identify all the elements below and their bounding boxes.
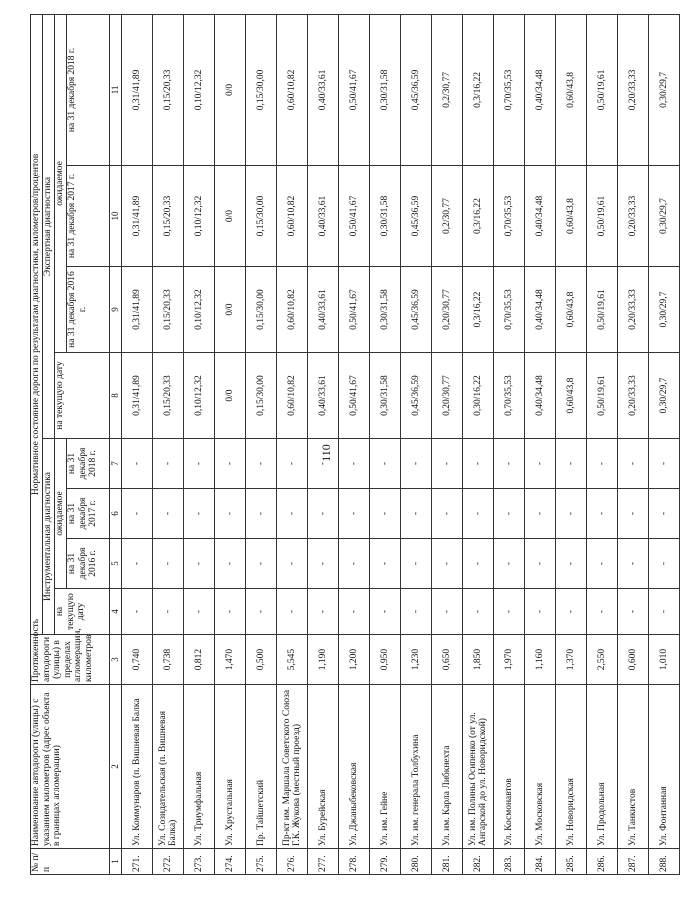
road-name: Пр-кт им. Маршала Советского Союза Г.К. Жукова (местный проезд) [277, 685, 308, 849]
instr-2018: - [401, 439, 432, 489]
road-name: Пр. Тайшетский [246, 685, 277, 849]
instr-2018: - [463, 439, 494, 489]
header-exp-2016: на 31 декабря 2016 г. [67, 267, 110, 353]
road-length: 1,850 [463, 635, 494, 685]
table-row [370, 14, 401, 874]
instr-2017: - [122, 489, 153, 539]
header-no: № п/п [31, 849, 110, 875]
table-row [339, 14, 370, 874]
instr-2016: - [370, 539, 401, 589]
instr-current: - [463, 589, 494, 635]
instr-2016: - [432, 539, 463, 589]
table-row [277, 14, 308, 874]
exp-current: 0/0 [215, 353, 246, 439]
exp-2018: 0,70/35,53 [494, 14, 525, 165]
instr-2016: - [649, 539, 680, 589]
instr-2017: - [494, 489, 525, 539]
exp-2016: 0,15/20,33 [153, 267, 184, 353]
row-number: 281. [432, 849, 463, 875]
row-number: 279. [370, 849, 401, 875]
road-name: Ул. Космонавтов [494, 685, 525, 849]
instr-2016: - [401, 539, 432, 589]
exp-current: 0,60/10,82 [277, 353, 308, 439]
exp-2016: 0,31/41,89 [122, 267, 153, 353]
road-name: Ул. им. генерала Толбухина [401, 685, 432, 849]
instr-2018: - [308, 439, 339, 489]
exp-2018: 0,30/31,58 [370, 14, 401, 165]
column-number: 7 [110, 439, 122, 489]
exp-2017: 0,60/43,8 [556, 166, 587, 267]
instr-2017: - [308, 489, 339, 539]
road-length: 0,740 [122, 635, 153, 685]
instr-current: - [153, 589, 184, 635]
table-row [153, 14, 184, 874]
row-number: 274. [215, 849, 246, 875]
header-instrumental: Инструментальная диагностика [43, 439, 55, 635]
exp-current: 0,40/33,61 [308, 353, 339, 439]
exp-current: 0,40/34,48 [525, 353, 556, 439]
column-number: 3 [110, 635, 122, 685]
instr-current: - [494, 589, 525, 635]
instr-2017: - [339, 489, 370, 539]
instr-current: - [215, 589, 246, 635]
instr-2016: - [184, 539, 215, 589]
road-length: 1,010 [649, 635, 680, 685]
exp-2016: 0,20/33,33 [618, 267, 649, 353]
road-length: 5,545 [277, 635, 308, 685]
table-header [31, 14, 122, 874]
instr-2016: - [463, 539, 494, 589]
instr-2016: - [153, 539, 184, 589]
column-number: 11 [110, 14, 122, 165]
instr-2017: - [246, 489, 277, 539]
exp-2018: 0,15/30,00 [246, 14, 277, 165]
row-number: 273. [184, 849, 215, 875]
table-row [246, 14, 277, 874]
instr-2018: - [184, 439, 215, 489]
road-length: 1,200 [339, 635, 370, 685]
exp-2018: 0,30/29,7 [649, 14, 680, 165]
table-row [401, 14, 432, 874]
row-number: 271. [122, 849, 153, 875]
road-name: Ул. им. Карла Либкнехта [432, 685, 463, 849]
instr-2017: - [618, 489, 649, 539]
row-number: 277. [308, 849, 339, 875]
column-number: 10 [110, 166, 122, 267]
row-number: 278. [339, 849, 370, 875]
exp-2016: 0,10/12,32 [184, 267, 215, 353]
column-number: 6 [110, 489, 122, 539]
exp-2017: 0/0 [215, 166, 246, 267]
instr-2017: - [401, 489, 432, 539]
exp-2018: 0,10/12,32 [184, 14, 215, 165]
exp-2017: 0,40/34,48 [525, 166, 556, 267]
exp-2017: 0,45/36,59 [401, 166, 432, 267]
header-exp-2018: на 31 декабря 2018 г. [67, 14, 110, 165]
column-number: 9 [110, 267, 122, 353]
instr-2018: - [525, 439, 556, 489]
exp-2017: 0,50/19,61 [587, 166, 618, 267]
exp-2016: 0,15/30,00 [246, 267, 277, 353]
exp-2018: 0,50/41,67 [339, 14, 370, 165]
exp-2016: 0,30/29,7 [649, 267, 680, 353]
column-number: 2 [110, 685, 122, 849]
road-name: Ул. Бурейская [308, 685, 339, 849]
instr-current: - [122, 589, 153, 635]
exp-2017: 0,50/41,67 [339, 166, 370, 267]
exp-2016: 0,45/36,59 [401, 267, 432, 353]
road-name: Ул. Триумфальная [184, 685, 215, 849]
exp-2018: 0,3/16,22 [463, 14, 494, 165]
road-length: 0,650 [432, 635, 463, 685]
row-number: 272. [153, 849, 184, 875]
exp-current: 0,30/16,22 [463, 353, 494, 439]
instr-current: - [277, 589, 308, 635]
road-name: Ул. им. Полины Осипенко (от ул. Ангарской до ул. Новоридской) [463, 685, 494, 849]
exp-2018: 0,40/33,61 [308, 14, 339, 165]
instr-2017: - [215, 489, 246, 539]
row-number: 288. [649, 849, 680, 875]
row-number: 285. [556, 849, 587, 875]
exp-2016: 0,50/19,61 [587, 267, 618, 353]
exp-current: 0,50/41,67 [339, 353, 370, 439]
exp-2016: 0,70/35,53 [494, 267, 525, 353]
exp-2016: 0,30/31,58 [370, 267, 401, 353]
table-row [432, 14, 463, 874]
exp-2016: 0/0 [215, 267, 246, 353]
road-condition-table [30, 14, 680, 875]
instr-2018: - [494, 439, 525, 489]
table-row [463, 14, 494, 874]
column-number-row [110, 14, 122, 874]
table-row [649, 14, 680, 874]
instr-current: - [525, 589, 556, 635]
column-number: 8 [110, 353, 122, 439]
row-number: 275. [246, 849, 277, 875]
instr-2018: - [339, 439, 370, 489]
instr-current: - [246, 589, 277, 635]
row-number: 287. [618, 849, 649, 875]
road-length: 1,970 [494, 635, 525, 685]
road-name: Ул. Хрустальная [215, 685, 246, 849]
exp-2017: 0,15/30,00 [246, 166, 277, 267]
instr-2018: - [246, 439, 277, 489]
exp-2017: 0,20/33,33 [618, 166, 649, 267]
instr-2018: - [215, 439, 246, 489]
exp-current: 0,15/20,33 [153, 353, 184, 439]
exp-2018: 0,20/33,33 [618, 14, 649, 165]
exp-2018: 0,2/30,77 [432, 14, 463, 165]
table-row [215, 14, 246, 874]
exp-2017: 0,60/10,82 [277, 166, 308, 267]
instr-current: - [649, 589, 680, 635]
exp-current: 0,30/31,58 [370, 353, 401, 439]
instr-2018: - [432, 439, 463, 489]
instr-2017: - [525, 489, 556, 539]
row-number: 283. [494, 849, 525, 875]
table-row [556, 14, 587, 874]
exp-2017: 0,3/16,22 [463, 166, 494, 267]
road-name: Ул. им. Гейне [370, 685, 401, 849]
exp-current: 0,45/36,59 [401, 353, 432, 439]
instr-current: - [308, 589, 339, 635]
exp-current: 0,50/19,61 [587, 353, 618, 439]
row-number: 276. [277, 849, 308, 875]
road-length: 2,550 [587, 635, 618, 685]
page-number: 110 [319, 444, 333, 462]
exp-current: 0,70/35,53 [494, 353, 525, 439]
instr-current: - [618, 589, 649, 635]
instr-2018: - [122, 439, 153, 489]
road-length: 0,600 [618, 635, 649, 685]
instr-2016: - [215, 539, 246, 589]
exp-2016: 0,60/10,82 [277, 267, 308, 353]
instr-2016: - [122, 539, 153, 589]
instr-2018: - [649, 439, 680, 489]
table-row [587, 14, 618, 874]
instr-current: - [556, 589, 587, 635]
exp-2018: 0,50/19,61 [587, 14, 618, 165]
exp-2017: 0,30/29,7 [649, 166, 680, 267]
exp-current: 0,10/12,32 [184, 353, 215, 439]
exp-current: 0,30/29,7 [649, 353, 680, 439]
road-length: 0,950 [370, 635, 401, 685]
exp-2018: 0/0 [215, 14, 246, 165]
header-length: Протяженность автодороги (улицы) в пределах агломерации, километров [31, 635, 110, 685]
exp-2017: 0,70/35,53 [494, 166, 525, 267]
exp-2017: 0,31/41,89 [122, 166, 153, 267]
table-row [618, 14, 649, 874]
road-name: Ул. Коммунаров (п. Вишневая Балка [122, 685, 153, 849]
row-number: 286. [587, 849, 618, 875]
exp-2016: 0,3/16,22 [463, 267, 494, 353]
instr-current: - [339, 589, 370, 635]
exp-current: 0,15/30,00 [246, 353, 277, 439]
instr-2017: - [153, 489, 184, 539]
road-name: Ул. Новоридская [556, 685, 587, 849]
instr-2017: - [587, 489, 618, 539]
instr-2018: - [153, 439, 184, 489]
row-number: 282. [463, 849, 494, 875]
instr-2018: - [277, 439, 308, 489]
instr-current: - [587, 589, 618, 635]
header-exp-2017: на 31 декабря 2017 г. [67, 166, 110, 267]
instr-2018: - [556, 439, 587, 489]
instr-2016: - [556, 539, 587, 589]
exp-2018: 0,60/10,82 [277, 14, 308, 165]
exp-2016: 0,20/30,77 [432, 267, 463, 353]
exp-2018: 0,45/36,59 [401, 14, 432, 165]
instr-2018: - [370, 439, 401, 489]
road-name: Ул. Московская [525, 685, 556, 849]
instr-2016: - [587, 539, 618, 589]
exp-current: 0,31/41,89 [122, 353, 153, 439]
table-row [122, 14, 153, 874]
exp-current: 0,20/30,77 [432, 353, 463, 439]
instr-2018: - [587, 439, 618, 489]
instr-2017: - [649, 489, 680, 539]
header-exp-current: на текущую дату [55, 353, 110, 439]
exp-2018: 0,40/34,48 [525, 14, 556, 165]
table-body [122, 14, 680, 874]
column-number: 4 [110, 589, 122, 635]
road-name: Ул. Джаныбековская [339, 685, 370, 849]
instr-2017: - [184, 489, 215, 539]
exp-current: 0,60/43,8 [556, 353, 587, 439]
road-name: Ул. Танкистов [618, 685, 649, 849]
exp-2017: 0,10/12,32 [184, 166, 215, 267]
road-name: Ул. Продольная [587, 685, 618, 849]
instr-current: - [401, 589, 432, 635]
road-length: 1,160 [525, 635, 556, 685]
header-normative: Нормативное состояние дороги по результатам диагностики, километров/процентов [31, 14, 43, 634]
instr-2016: - [339, 539, 370, 589]
instr-current: - [432, 589, 463, 635]
exp-2017: 0,40/33,61 [308, 166, 339, 267]
road-length: 1,370 [556, 635, 587, 685]
instr-2016: - [308, 539, 339, 589]
road-name: Ул. Созидательская (п. Вишневая Балка) [153, 685, 184, 849]
exp-2016: 0,40/34,48 [525, 267, 556, 353]
road-name: Ул. Фонтанная [649, 685, 680, 849]
exp-2016: 0,50/41,67 [339, 267, 370, 353]
road-length: 0,812 [184, 635, 215, 685]
instr-2017: - [432, 489, 463, 539]
header-name: Наименование автодороги (улицы) с указанием километров (адрес объекта в границах агломерации) [31, 685, 110, 849]
header-expert: Экспертная диагностика [43, 14, 55, 438]
instr-2017: - [556, 489, 587, 539]
table-row [525, 14, 556, 874]
instr-2016: - [494, 539, 525, 589]
header-exp-expected: ожидаемое [55, 14, 67, 352]
instr-current: - [370, 589, 401, 635]
instr-2017: - [277, 489, 308, 539]
exp-2016: 0,60/43,8 [556, 267, 587, 353]
table-row [308, 14, 339, 874]
column-number: 1 [110, 849, 122, 875]
rotated-page [30, 15, 669, 875]
header-instr-2017: на 31 декабря 2017 г. [67, 489, 110, 539]
table-row [494, 14, 525, 874]
instr-2016: - [277, 539, 308, 589]
instr-2016: - [246, 539, 277, 589]
header-instr-expected: ожидаемое [55, 439, 67, 589]
exp-2017: 0,15/20,33 [153, 166, 184, 267]
exp-2018: 0,15/20,33 [153, 14, 184, 165]
road-length: 1,190 [308, 635, 339, 685]
exp-2018: 0,31/41,89 [122, 14, 153, 165]
instr-2017: - [463, 489, 494, 539]
road-length: 1,230 [401, 635, 432, 685]
header-instr-2016: на 31 декабря 2016 г. [67, 539, 110, 589]
exp-2017: 0,30/31,58 [370, 166, 401, 267]
instr-2016: - [618, 539, 649, 589]
road-length: 0,738 [153, 635, 184, 685]
exp-2017: 0,2/30,77 [432, 166, 463, 267]
header-instr-2018: на 31 декабря 2018 г. [67, 439, 110, 489]
instr-current: - [184, 589, 215, 635]
column-number: 5 [110, 539, 122, 589]
instr-2016: - [525, 539, 556, 589]
instr-2017: - [370, 489, 401, 539]
exp-2018: 0,60/43,8 [556, 14, 587, 165]
row-number: 280. [401, 849, 432, 875]
header-instr-current: на текущую дату [55, 589, 110, 635]
table-row [184, 14, 215, 874]
exp-current: 0,20/33,33 [618, 353, 649, 439]
exp-2016: 0,40/33,61 [308, 267, 339, 353]
instr-2018: - [618, 439, 649, 489]
row-number: 284. [525, 849, 556, 875]
road-length: 1,470 [215, 635, 246, 685]
road-length: 0,500 [246, 635, 277, 685]
